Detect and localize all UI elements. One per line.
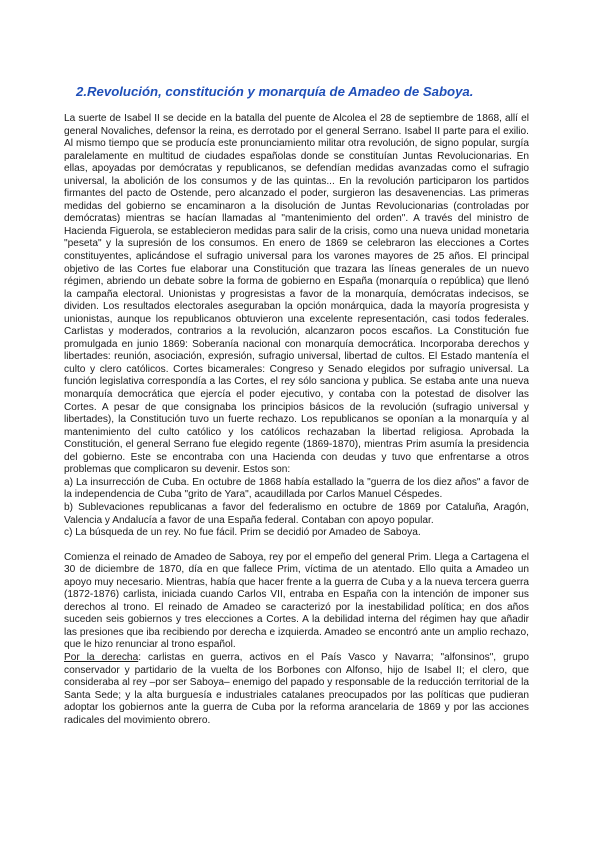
section-spacer — [64, 540, 529, 552]
document-body — [64, 113, 529, 727]
paragraph-amadeo-reign: Comienza el reinado de Amadeo de Saboya, rey por el empeño del general Prim. Llega a Cartagena el 30 de diciembre de 1870, día en que fallece Prim, víctima de un atentado. Ello quita a Amadeo un apoyo muy necesario. Mientras, había que hacer frente a la guerra de Cuba y a la nueva tercera guerra (1872-1876) carlista, iniciada cuando Carlos VII, entraba en España con la intención de imponer sus derechos al trono. El reinado de Amadeo se caracterizó por la inestabilidad política; en dos años suceden seis gobiernos y tres elecciones a Cortes. A la debilidad interna del régimen hay que añadir las presiones que iba recibiendo por derecha e izquierda. Amadeo se encontró ante un amplio rechazo, que le hizo renunciar al trono español. — [64, 551, 529, 651]
list-item-b: b) Sublevaciones republicanas a favor del federalismo en octubre de 1869 por Cataluña, Aragón, Valencia y Andalucía a favor de una España federal. Contaban con apoyo popular. — [64, 501, 529, 526]
por-la-derecha-label: Por la derecha — [64, 651, 139, 663]
por-la-derecha-text: : carlistas en guerra, activos en el País Vasco y Navarra; "alfonsinos", grupo conservador y partidario de la vuelta de los Borbones con Alfonso, hijo de Isabel II; el clero, que consideraba al rey –por ser Saboya– enemigo del papado y responsable de la reducción territorial de la Santa Sede; y la alta burguesía e industriales catalanes preocupados por las políticas que pudieran adoptar los gobiernos ante la guerra de Cuba por la reforma arancelaria de 1869 y por las acciones radicales del movimiento obrero. — [64, 651, 529, 726]
paragraph-por-la-derecha — [64, 652, 529, 727]
list-item-c: c) La búsqueda de un rey. No fue fácil. Prim se decidió por Amadeo de Saboya. — [64, 527, 421, 539]
list-item-a: a) La insurrección de Cuba. En octubre de 1868 había estallado la "guerra de los diez años" a favor de la independencia de Cuba "grito de Yara", acaudillada por Carlos Manuel Céspedes. — [64, 476, 529, 501]
paragraph-intro: La suerte de Isabel II se decide en la batalla del puente de Alcolea el 28 de septiembre de 1868, allí el general Novaliches, defensor la reina, es derrotado por el general Serrano. Isabel II parte para el exilio. Al mismo tiempo que se producía este pronunciamiento militar otra revolución, de signo popular, surgía paralelamente en multitud de ciudades españolas donde se constituían Juntas Revolucionarias. En ellas, apoyadas por demócratas y republicanos, se defendían medidas avanzadas como el sufragio universal, la abolición de los consumos y de las quintas... En la revolución participaron los partidos firmantes del pacto de Ostende, pero alcanzado el poder, surgieron las desavenencias. Las primeras medidas del gobierno se encaminaron a la disolución de Juntas Revolucionarias (controladas por demócratas) mientras se hacían llamadas al "mantenimiento del orden". A través del ministro de Hacienda Figuerola, se establecieron medidas para salir de la crisis, como una nueva unidad monetaria "peseta" y la supresión de los consumos. En enero de 1869 se celebraron las elecciones a Cortes constituyentes, aplicándose el sufragio universal para los varones mayores de 25 años. El principal objetivo de las Cortes fue elaborar una Constitución que trazara las líneas generales de un nuevo régimen, abriendo un debate sobre la forma de gobierno en España (monarquía o república) que llenó la campaña electoral. Unionistas y progresistas a favor de la monarquía, demócratas indecisos, se dividen. Los resultados electorales aseguraban la opción monárquica, dada la mayoría progresista y unionistas, aunque los republicanos obtuvieron una excelente representación, casi todos federales. Carlistas y moderados, contrarios a la revolución, alcanzaron pocos escaños. La Constitución fue promulgada en junio 1869: Soberanía nacional con monarquía democrática. Incorporaba derechos y libertades: reunión, asociación, expresión, sufragio universal, libertad de cultos. El Estado mantenía el culto y clero católicos. Cortes bicamerales: Congreso y Senado elegidos por sufragio universal. La función legislativa correspondía a las Cortes, el rey sólo sanciona y publica. Se estaba ante una nueva monarquía democrática que ejercía el poder ejecutivo, y contaba con la potestad de disolver las Cortes. A pesar de que consignaba los principios básicos de la revolución (sufragio universal y libertades), la Constitución tuvo un fuerte rechazo. Los republicanos se oponían a la monarquía y al mantenimiento del culto católico y los católicos rechazaban la libertad religiosa. Aprobada la Constitución, el general Serrano fue elegido regente (1869-1870), mientras Prim asumía la presidencia del gobierno. Este se encontraba con una Hacienda con deudas y tuvo que enfrentarse a otros problemas que complicaron su devenir. Estos son: — [64, 113, 529, 476]
page-title: 2.Revolución, constitución y monarquía de Amadeo de Saboya. — [76, 84, 474, 99]
